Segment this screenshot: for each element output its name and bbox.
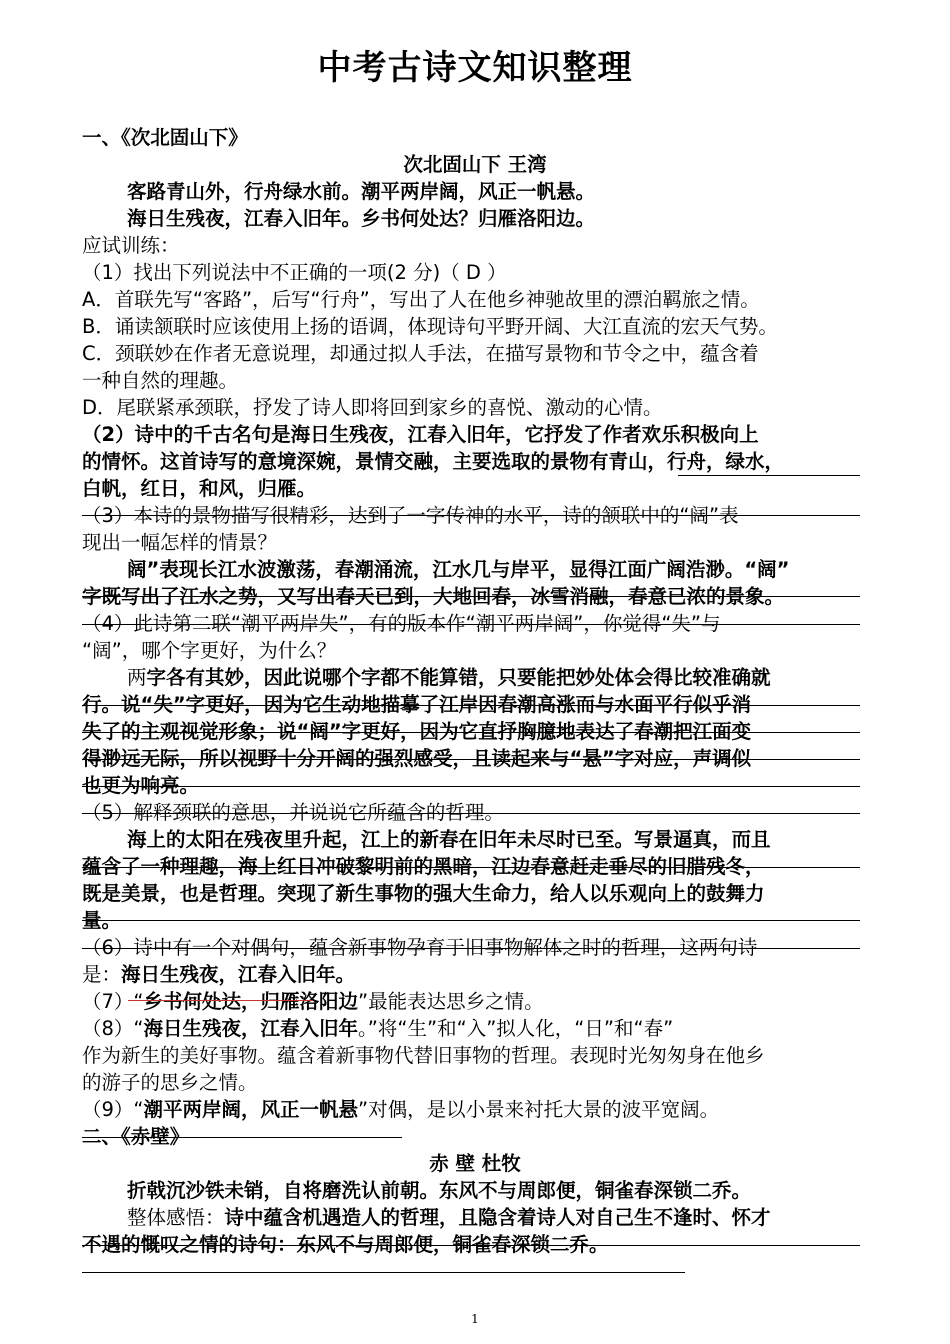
poem-line-1: 客路青山外，行舟绿水前。潮平两岸阔，风正一帆悬。: [127, 180, 596, 203]
section-heading-1: 一、《次北固山下》: [82, 126, 248, 149]
q9-line: [82, 1097, 872, 1123]
insight-line-2: 不遇的慨叹之情的诗句：东风不与周郎便，铜雀春深锁二乔。: [82, 1233, 609, 1256]
page-number: 1: [471, 1312, 479, 1326]
q9-quote: 潮平两岸阔，风正一帆悬: [143, 1098, 359, 1121]
q1-option-a: A．首联先写“客路”，后写“行舟”，写出了人在他乡神驰故里的漂泊羁旅之情。: [82, 288, 760, 311]
scan-rule: [82, 596, 860, 597]
q2-line-2: 的情怀。这首诗写的意境深婉，景情交融，主要选取的景物有青山，行舟，绿水，: [82, 450, 785, 473]
poem-line-3: 折戟沉沙铁未销，自将磨洗认前朝。东风不与周郎便，铜雀春深锁二乔。: [127, 1179, 752, 1202]
q9-suffix: ”对偶，是以小景来衬托大景的波平宽阔。: [358, 1098, 720, 1121]
section-heading-2: 二、《赤壁》: [82, 1125, 190, 1148]
q1-option-b: B．诵读颔联时应该使用上扬的语调，体现诗句平野开阔、大江直流的宏天气势。: [82, 315, 778, 338]
q1-option-c: C．颈联妙在作者无意说理，却通过拟人手法，在描写景物和节令之中，蕴含着: [82, 342, 759, 365]
scan-rule: [82, 515, 860, 516]
q4-answer-5: 也更为响亮。: [82, 774, 200, 797]
q4-answer-2: 行。说“失”字更好，因为它生动地描摹了江岸因春潮高涨而与水面平行似乎消: [82, 693, 752, 716]
scan-rule: [82, 1272, 685, 1273]
q6-prefix: 是：: [82, 963, 122, 986]
q4-question-1: （4）此诗第二联“潮平两岸失”，有的版本作“潮平两岸阔”，你觉得“失”与: [82, 612, 721, 635]
q4-answer-3: 失了的主观视觉形象；说“阔”字更好，因为它直抒胸臆地表达了春潮把江面变: [82, 720, 752, 743]
q5-answer-3: 既是美景，也是哲理。突现了新生事物的强大生命力，给人以乐观向上的鼓舞力: [82, 882, 765, 905]
practice-label: 应试训练：: [82, 234, 180, 257]
q3-answer-2: 字既写出了江水之势，又写出春天已到，大地回春，冰雪消融，春意已浓的景象。: [82, 585, 785, 608]
q8-line-1: [82, 1016, 872, 1042]
q4-answer-1: [82, 665, 917, 691]
q7-line: [82, 989, 872, 1015]
q2-line-3: 白帆，红日，和风，归雁。: [82, 477, 317, 500]
red-pen-mark: [128, 1000, 313, 1001]
poem-line-2: 海日生残夜，江春入旧年。乡书何处达？归雁洛阳边。: [127, 207, 596, 230]
q1-option-c-cont: 一种自然的理趣。: [82, 369, 239, 392]
q8-prefix: （8）“: [82, 1017, 144, 1040]
q2-line-1: （2）诗中的千古名句是海日生残夜，江春入旧年，它抒发了作者欢乐积极向上: [82, 423, 759, 446]
insight-line-1: [82, 1205, 917, 1231]
scan-rule: [82, 759, 860, 760]
q7-suffix: ”最能表达思乡之情。: [358, 990, 544, 1013]
insight-label: 整体感悟：: [127, 1206, 225, 1229]
q6-line-2: [82, 962, 872, 988]
scan-rule: [82, 624, 860, 625]
poem-title-2: 赤 壁 杜牧: [429, 1152, 521, 1175]
q8-quote: 海日生残夜，江春入旧年: [143, 1017, 359, 1040]
q6-answer: 海日生残夜，江春入旧年。: [121, 963, 356, 986]
q3-question-1: （3）本诗的景物描写很精彩，达到了一字传神的水平，诗的颔联中的“阔”表: [82, 504, 739, 527]
q8-line-2: 作为新生的美好事物。蕴含着新事物代替旧事物的哲理。表现时光匆匆身在他乡: [82, 1044, 765, 1067]
q8-line-3: 的游子的思乡之情。: [82, 1071, 258, 1094]
document-title: 中考古诗文知识整理: [317, 48, 633, 88]
scan-rule: [82, 813, 860, 814]
q5-answer-4: 量。: [82, 909, 122, 932]
scan-rule: [678, 475, 860, 476]
q7-prefix: （7）“: [82, 990, 144, 1013]
scan-rule: [82, 920, 860, 921]
q4-question-2: “阔”，哪个字更好，为什么？: [82, 639, 337, 662]
q5-answer-1: 海上的太阳在残夜里升起，江上的新春在旧年未尽时已至。写景逼真，而且: [127, 828, 771, 851]
scan-rule: [82, 948, 860, 949]
q8-suffix: 。”将“生”和“入”拟人化，“日”和“春”: [358, 1017, 674, 1040]
scan-rule: [82, 867, 860, 868]
q1-option-d: D．尾联紧承颈联，抒发了诗人即将回到家乡的喜悦、激动的心情。: [82, 396, 663, 419]
q6-line-1: （6）诗中有一个对偶句，蕴含新事物孕育于旧事物解体之时的哲理，这两句诗: [82, 936, 758, 959]
q5-answer-2: 蕴含了一种理趣，海上红日冲破黎明前的黑暗，江边春意赶走垂尽的旧腊残冬，: [82, 855, 765, 878]
q3-question-2: 现出一幅怎样的情景？: [82, 531, 278, 554]
q5-question: （5）解释颈联的意思，并说说它所蕴含的哲理。: [82, 801, 504, 824]
q4-answer-4: 得渺远无际，所以视野十分开阔的强烈感受，且读起来与“悬”字对应，声调似: [82, 747, 752, 770]
q9-prefix: （9）“: [82, 1098, 144, 1121]
scan-rule: [82, 705, 860, 706]
q4-answer-lead: 两: [127, 666, 147, 689]
scan-rule: [82, 786, 860, 787]
scan-rule: [82, 1137, 402, 1138]
q7-quote: 乡书何处达，归雁洛阳边: [143, 990, 359, 1013]
q4-answer-text: 字各有其妙，因此说哪个字都不能算错，只要能把妙处体会得比较准确就: [146, 666, 771, 689]
poem-title-1: 次北固山下 王湾: [403, 153, 547, 176]
insight-text: 诗中蕴含机遇造人的哲理，且隐含着诗人对自己生不逢时、怀才: [224, 1206, 771, 1229]
scan-rule: [82, 1245, 860, 1246]
scan-rule: [82, 732, 860, 733]
q3-answer-1: 阔”表现长江水波激荡，春潮涌流，江水几与岸平，显得江面广阔浩渺。“阔”: [127, 558, 790, 581]
q1-question: （1）找出下列说法中不正确的一项(2 分)（ D ）: [82, 261, 507, 284]
